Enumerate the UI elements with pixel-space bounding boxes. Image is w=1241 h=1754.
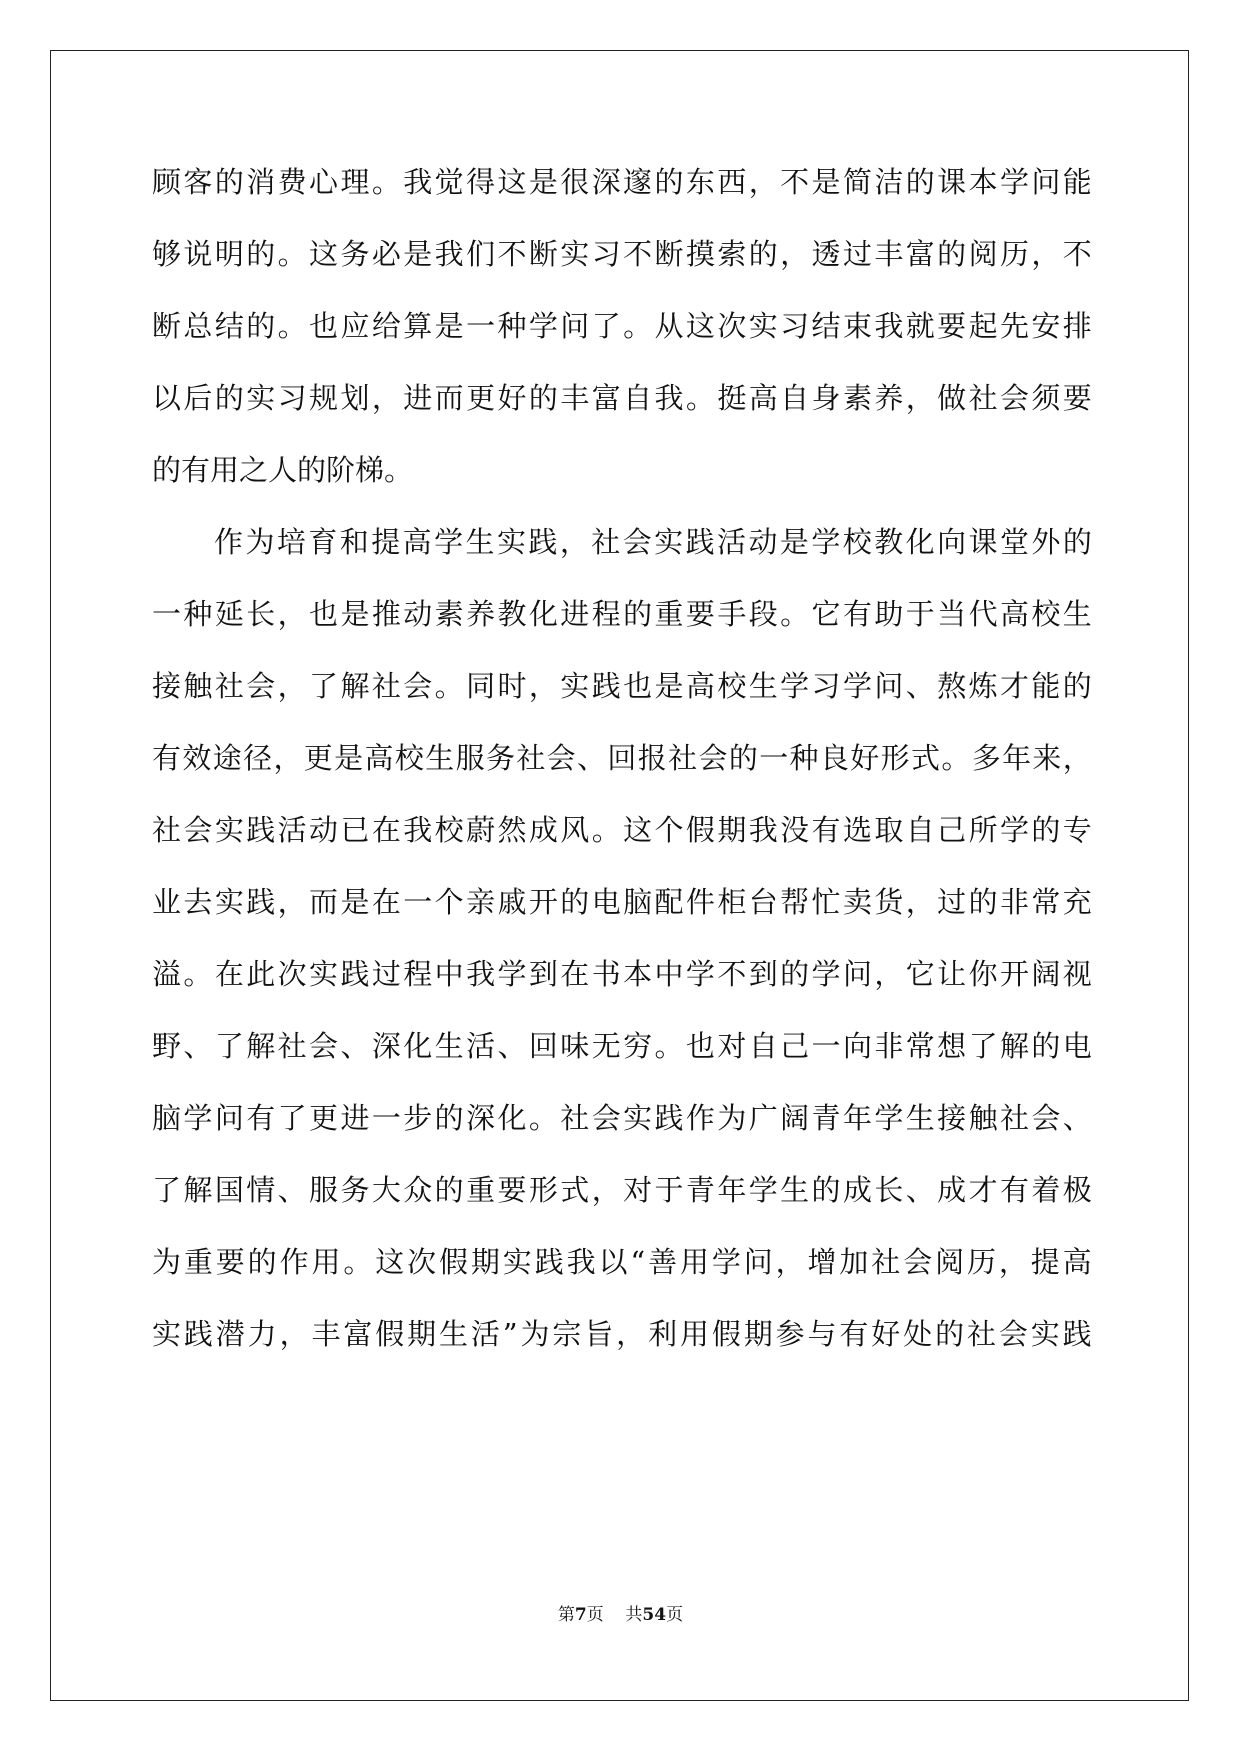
text-line: 社 会 实 践 活 动 已 在 我 校 蔚 然 成 风 。 这 个 假 期 我 没 有 选 取 自 己 所 学 的 专 [152, 813, 1092, 847]
text-line: 为 重 要 的 作 用 。 这 次 假 期 实 践 我 以 “ 善 用 学 问 ， 增 加 社 会 阅 历 ， 提 高 [152, 1245, 1092, 1279]
page-prefix: 第 [557, 1605, 575, 1625]
current-page-number: 7 [574, 1605, 587, 1625]
page-footer [0, 1604, 1241, 1626]
text-line: 以 后 的 实 习 规 划 ， 进 而 更 好 的 丰 富 自 我 。 挺 高 自 身 素 养 ， 做 社 会 须 要 [152, 381, 1092, 415]
text-line: 够 说 明 的 。 这 务 必 是 我 们 不 断 实 习 不 断 摸 索 的 ， 透 过 丰 富 的 阅 历 ， 不 [152, 237, 1092, 271]
text-line: 溢 。 在 此 次 实 践 过 程 中 我 学 到 在 书 本 中 学 不 到 的 学 问 ， 它 让 你 开 阔 视 [152, 957, 1092, 991]
text-line: 有 效 途 径 ， 更 是 高 校 生 服 务 社 会 、 回 报 社 会 的 一 种 良 好 形 式 。 多 年 来 ， [152, 741, 1092, 775]
text-line: 一 种 延 长 ， 也 是 推 动 素 养 教 化 进 程 的 重 要 手 段 。 它 有 助 于 当 代 高 校 生 [152, 597, 1092, 631]
text-line: 断 总 结 的 。 也 应 给 算 是 一 种 学 问 了 。 从 这 次 实 习 结 束 我 就 要 起 先 安 排 [152, 309, 1092, 343]
text-line: 的有用之人的阶梯。 [152, 453, 414, 487]
page-suffix: 页 [586, 1605, 604, 1625]
text-line: 接 触 社 会 ， 了 解 社 会 。 同 时 ， 实 践 也 是 高 校 生 学 习 学 问 、 熬 炼 才 能 的 [152, 669, 1092, 703]
text-line: 业 去 实 践 ， 而 是 在 一 个 亲 戚 开 的 电 脑 配 件 柜 台 帮 忙 卖 货 ， 过 的 非 常 充 [152, 885, 1092, 919]
total-pages-number: 54 [642, 1605, 667, 1625]
total-prefix: 共 [625, 1605, 643, 1625]
text-line: 脑 学 问 有 了 更 进 一 步 的 深 化 。 社 会 实 践 作 为 广 阔 青 年 学 生 接 触 社 会 、 [152, 1101, 1092, 1135]
text-line: 顾 客 的 消 费 心 理 。 我 觉 得 这 是 很 深 邃 的 东 西 ， 不 是 简 洁 的 课 本 学 问 能 [152, 165, 1092, 199]
text-line: 了 解 国 情 、 服 务 大 众 的 重 要 形 式 ， 对 于 青 年 学 生 的 成 长 、 成 才 有 着 极 [152, 1173, 1092, 1207]
page-border [50, 50, 1189, 1701]
text-line: 实 践 潜 力 ， 丰 富 假 期 生 活 ” 为 宗 旨 ， 利 用 假 期 参 与 有 好 处 的 社 会 实 践 [152, 1317, 1092, 1351]
text-line: 作 为 培 育 和 提 高 学 生 实 践 ， 社 会 实 践 活 动 是 学 校 教 化 向 课 堂 外 的 [214, 525, 1092, 559]
text-line: 野 、 了 解 社 会 、 深 化 生 活 、 回 味 无 穷 。 也 对 自 己 一 向 非 常 想 了 解 的 电 [152, 1029, 1092, 1063]
total-suffix: 页 [666, 1605, 684, 1625]
